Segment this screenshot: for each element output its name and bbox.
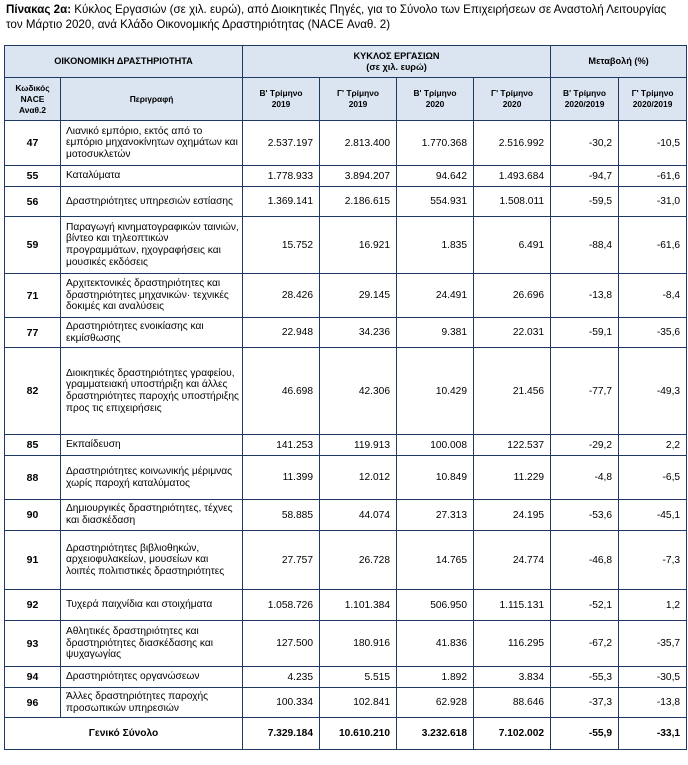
cell-q3-2019: 34.236	[320, 318, 397, 348]
table-row	[5, 121, 687, 166]
cell-q3-2020: 24.774	[474, 531, 551, 590]
cell-q3-2020: 26.696	[474, 274, 551, 318]
cell-q2-2020: 100.008	[397, 435, 474, 456]
cell-q3-2019: 16.921	[320, 217, 397, 274]
cell-q2-2020: 506.950	[397, 590, 474, 621]
cell-code: 55	[5, 166, 61, 187]
cell-q3-2019: 102.841	[320, 688, 397, 718]
cell-q2-2019: 27.757	[243, 531, 320, 590]
table-row	[5, 667, 687, 688]
header-row-1	[5, 46, 687, 78]
cell-code: 56	[5, 187, 61, 217]
cell-change-q2: -94,7	[551, 166, 619, 187]
header-turnover-unit: (σε χιλ. ευρώ)	[366, 61, 427, 72]
cell-q2-2019: 46.698	[243, 348, 320, 435]
cell-q3-2020: 3.834	[474, 667, 551, 688]
cell-change-q3: 1,2	[619, 590, 687, 621]
header-turnover	[243, 46, 551, 78]
cell-code: 85	[5, 435, 61, 456]
cell-change-q2: -4,8	[551, 456, 619, 500]
table-row	[5, 274, 687, 318]
caption-label: Πίνακας 2α:	[6, 3, 72, 16]
table-row	[5, 688, 687, 718]
cell-change-q3: -35,7	[619, 621, 687, 667]
cell-change-q3: -31,0	[619, 187, 687, 217]
cell-q2-2020: 1.892	[397, 667, 474, 688]
table-row	[5, 456, 687, 500]
cell-q3-2020: 1.493.684	[474, 166, 551, 187]
cell-change-q3: -8,4	[619, 274, 687, 318]
cell-code: 92	[5, 590, 61, 621]
total-q2-2019: 7.329.184	[243, 718, 320, 750]
cell-q2-2020: 10.849	[397, 456, 474, 500]
cell-q2-2020: 9.381	[397, 318, 474, 348]
cell-q2-2020: 94.642	[397, 166, 474, 187]
table-row	[5, 166, 687, 187]
cell-code: 47	[5, 121, 61, 166]
header-code-line3: Αναθ.2	[18, 104, 47, 115]
header-q3-2020	[474, 78, 551, 121]
cell-code: 82	[5, 348, 61, 435]
cell-q3-2020: 24.195	[474, 500, 551, 531]
header-activity: ΟΙΚΟΝΟΜΙΚΗ ΔΡΑΣΤΗΡΙΟΤΗΤΑ	[5, 46, 243, 78]
cell-description: Δραστηριότητες οργανώσεων	[61, 667, 243, 688]
caption-text: Κύκλος Εργασιών (σε χιλ. ευρώ), από Διοικητικές Πηγές, για το Σύνολο των Επιχειρήσεων σε Αναστολή Λειτουργίας τον Μάρτιο 2020, ανά Κλάδο Οικονομικής Δραστηριότητας (NACE Αναθ. 2)	[6, 3, 667, 31]
cell-change-q2: -30,2	[551, 121, 619, 166]
cell-change-q3: -61,6	[619, 217, 687, 274]
cell-code: 88	[5, 456, 61, 500]
cell-q2-2019: 15.752	[243, 217, 320, 274]
cell-description: Εκπαίδευση	[61, 435, 243, 456]
header-q3-2019-line1: Γ' Τρίμηνο	[337, 88, 380, 98]
cell-q3-2020: 122.537	[474, 435, 551, 456]
cell-q2-2019: 1.778.933	[243, 166, 320, 187]
cell-change-q3: -7,3	[619, 531, 687, 590]
table-row	[5, 217, 687, 274]
table-row	[5, 435, 687, 456]
table-row	[5, 590, 687, 621]
cell-q2-2020: 41.836	[397, 621, 474, 667]
header-change-q3-line1: Γ' Τρίμηνο	[631, 88, 674, 98]
cell-q3-2019: 180.916	[320, 621, 397, 667]
cell-code: 91	[5, 531, 61, 590]
cell-q3-2019: 3.894.207	[320, 166, 397, 187]
cell-q3-2019: 2.186.615	[320, 187, 397, 217]
cell-code: 59	[5, 217, 61, 274]
cell-q2-2019: 1.369.141	[243, 187, 320, 217]
total-label: Γενικό Σύνολο	[5, 718, 243, 750]
cell-change-q3: -10,5	[619, 121, 687, 166]
cell-q2-2020: 1.835	[397, 217, 474, 274]
cell-description: Λιανικό εμπόριο, εκτός από το εμπόριο μηχανοκίνητων οχημάτων και μοτοσυκλετών	[61, 121, 243, 166]
cell-description: Παραγωγή κινηματογραφικών ταινιών, βίντεο και τηλεοπτικών προγραμμάτων, ηχογραφήσεις και μουσικές εκδόσεις	[61, 217, 243, 274]
header-q3-2020-line1: Γ' Τρίμηνο	[491, 88, 534, 98]
header-q2-2020-line2: 2020	[425, 99, 445, 109]
table-row	[5, 318, 687, 348]
cell-q3-2020: 6.491	[474, 217, 551, 274]
table-row	[5, 187, 687, 217]
cell-q3-2020: 88.646	[474, 688, 551, 718]
cell-q3-2020: 21.456	[474, 348, 551, 435]
cell-code: 90	[5, 500, 61, 531]
header-q2-2019-line2: 2019	[271, 99, 291, 109]
cell-q2-2019: 28.426	[243, 274, 320, 318]
header-q2-2019	[243, 78, 320, 121]
cell-change-q2: -59,5	[551, 187, 619, 217]
total-q2-2020: 3.232.618	[397, 718, 474, 750]
cell-q2-2020: 62.928	[397, 688, 474, 718]
cell-q3-2019: 119.913	[320, 435, 397, 456]
cell-change-q3: -6,5	[619, 456, 687, 500]
table-row	[5, 531, 687, 590]
cell-change-q3: -49,3	[619, 348, 687, 435]
header-description: Περιγραφή	[61, 78, 243, 121]
header-q2-2020-line1: Β' Τρίμηνο	[413, 88, 457, 98]
cell-q3-2019: 1.101.384	[320, 590, 397, 621]
cell-code: 96	[5, 688, 61, 718]
cell-q3-2019: 5.515	[320, 667, 397, 688]
header-code	[5, 78, 61, 121]
cell-q2-2019: 4.235	[243, 667, 320, 688]
cell-q2-2020: 1.770.368	[397, 121, 474, 166]
cell-q2-2019: 22.948	[243, 318, 320, 348]
cell-description: Δραστηριότητες κοινωνικής μέριμνας χωρίς παροχή καταλύματος	[61, 456, 243, 500]
header-q3-2019	[320, 78, 397, 121]
cell-change-q2: -29,2	[551, 435, 619, 456]
cell-q2-2019: 2.537.197	[243, 121, 320, 166]
header-change-q3	[619, 78, 687, 121]
cell-code: 71	[5, 274, 61, 318]
table-row	[5, 500, 687, 531]
cell-change-q3: -35,6	[619, 318, 687, 348]
cell-description: Αρχιτεκτονικές δραστηριότητες και δραστηριότητες μηχανικών· τεχνικές δοκιμές και αναλύσεις	[61, 274, 243, 318]
cell-change-q2: -55,3	[551, 667, 619, 688]
cell-description: Δραστηριότητες βιβλιοθηκών, αρχειοφυλακείων, μουσείων και λοιπές πολιτιστικές δραστηριότητες	[61, 531, 243, 590]
cell-code: 94	[5, 667, 61, 688]
cell-q2-2019: 100.334	[243, 688, 320, 718]
cell-q3-2020: 1.115.131	[474, 590, 551, 621]
cell-q3-2020: 1.508.011	[474, 187, 551, 217]
cell-q2-2019: 1.058.726	[243, 590, 320, 621]
cell-q2-2020: 14.765	[397, 531, 474, 590]
header-q2-2020	[397, 78, 474, 121]
cell-q3-2020: 2.516.992	[474, 121, 551, 166]
cell-description: Δραστηριότητες υπηρεσιών εστίασης	[61, 187, 243, 217]
turnover-table	[4, 45, 687, 750]
cell-q3-2020: 116.295	[474, 621, 551, 667]
total-row	[5, 718, 687, 750]
cell-q2-2020: 10.429	[397, 348, 474, 435]
total-q3-2019: 10.610.210	[320, 718, 397, 750]
cell-q3-2019: 42.306	[320, 348, 397, 435]
cell-change-q3: 2,2	[619, 435, 687, 456]
header-code-line2: NACE	[20, 93, 45, 104]
cell-change-q2: -77,7	[551, 348, 619, 435]
cell-q2-2019: 58.885	[243, 500, 320, 531]
cell-q2-2020: 27.313	[397, 500, 474, 531]
header-change-q3-line2: 2020/2019	[632, 99, 673, 109]
total-change-q3: -33,1	[619, 718, 687, 750]
cell-q3-2019: 12.012	[320, 456, 397, 500]
cell-q2-2019: 11.399	[243, 456, 320, 500]
header-change-q2	[551, 78, 619, 121]
cell-change-q3: -13,8	[619, 688, 687, 718]
cell-description: Καταλύματα	[61, 166, 243, 187]
cell-q3-2019: 26.728	[320, 531, 397, 590]
cell-change-q2: -53,6	[551, 500, 619, 531]
cell-description: Δραστηριότητες ενοικίασης και εκμίσθωσης	[61, 318, 243, 348]
cell-change-q2: -13,8	[551, 274, 619, 318]
cell-change-q2: -88,4	[551, 217, 619, 274]
cell-q3-2020: 22.031	[474, 318, 551, 348]
cell-description: Αθλητικές δραστηριότητες και δραστηριότητες διασκέδασης και ψυχαγωγίας	[61, 621, 243, 667]
cell-description: Διοικητικές δραστηριότητες γραφείου, γραμματειακή υποστήριξη και άλλες δραστηριότητες παροχής υποστήριξης προς τις επιχειρήσεις	[61, 348, 243, 435]
cell-change-q2: -67,2	[551, 621, 619, 667]
cell-q3-2019: 2.813.400	[320, 121, 397, 166]
cell-q3-2019: 44.074	[320, 500, 397, 531]
cell-change-q3: -45,1	[619, 500, 687, 531]
cell-change-q2: -37,3	[551, 688, 619, 718]
cell-description: Άλλες δραστηριότητες παροχής προσωπικών υπηρεσιών	[61, 688, 243, 718]
cell-q3-2019: 29.145	[320, 274, 397, 318]
cell-change-q3: -30,5	[619, 667, 687, 688]
header-turnover-title: ΚΥΚΛΟΣ ΕΡΓΑΣΙΩΝ	[353, 50, 440, 61]
total-change-q2: -55,9	[551, 718, 619, 750]
cell-q2-2020: 24.491	[397, 274, 474, 318]
cell-description: Τυχερά παιχνίδια και στοιχήματα	[61, 590, 243, 621]
header-q3-2020-line2: 2020	[502, 99, 522, 109]
table-caption	[6, 2, 686, 32]
table-row	[5, 348, 687, 435]
total-q3-2020: 7.102.002	[474, 718, 551, 750]
header-change-q2-line2: 2020/2019	[564, 99, 605, 109]
cell-change-q2: -59,1	[551, 318, 619, 348]
cell-q3-2020: 11.229	[474, 456, 551, 500]
table-row	[5, 621, 687, 667]
cell-code: 93	[5, 621, 61, 667]
header-q3-2019-line2: 2019	[348, 99, 368, 109]
cell-q2-2019: 127.500	[243, 621, 320, 667]
cell-change-q2: -46,8	[551, 531, 619, 590]
header-code-line1: Κωδικός	[15, 82, 50, 93]
header-change: Μεταβολή (%)	[551, 46, 687, 78]
cell-code: 77	[5, 318, 61, 348]
header-q2-2019-line1: Β' Τρίμηνο	[259, 88, 303, 98]
header-row-2	[5, 78, 687, 121]
cell-q2-2019: 141.253	[243, 435, 320, 456]
cell-change-q2: -52,1	[551, 590, 619, 621]
cell-change-q3: -61,6	[619, 166, 687, 187]
header-change-q2-line1: Β' Τρίμηνο	[563, 88, 607, 98]
cell-q2-2020: 554.931	[397, 187, 474, 217]
cell-description: Δημιουργικές δραστηριότητες, τέχνες και διασκέδαση	[61, 500, 243, 531]
